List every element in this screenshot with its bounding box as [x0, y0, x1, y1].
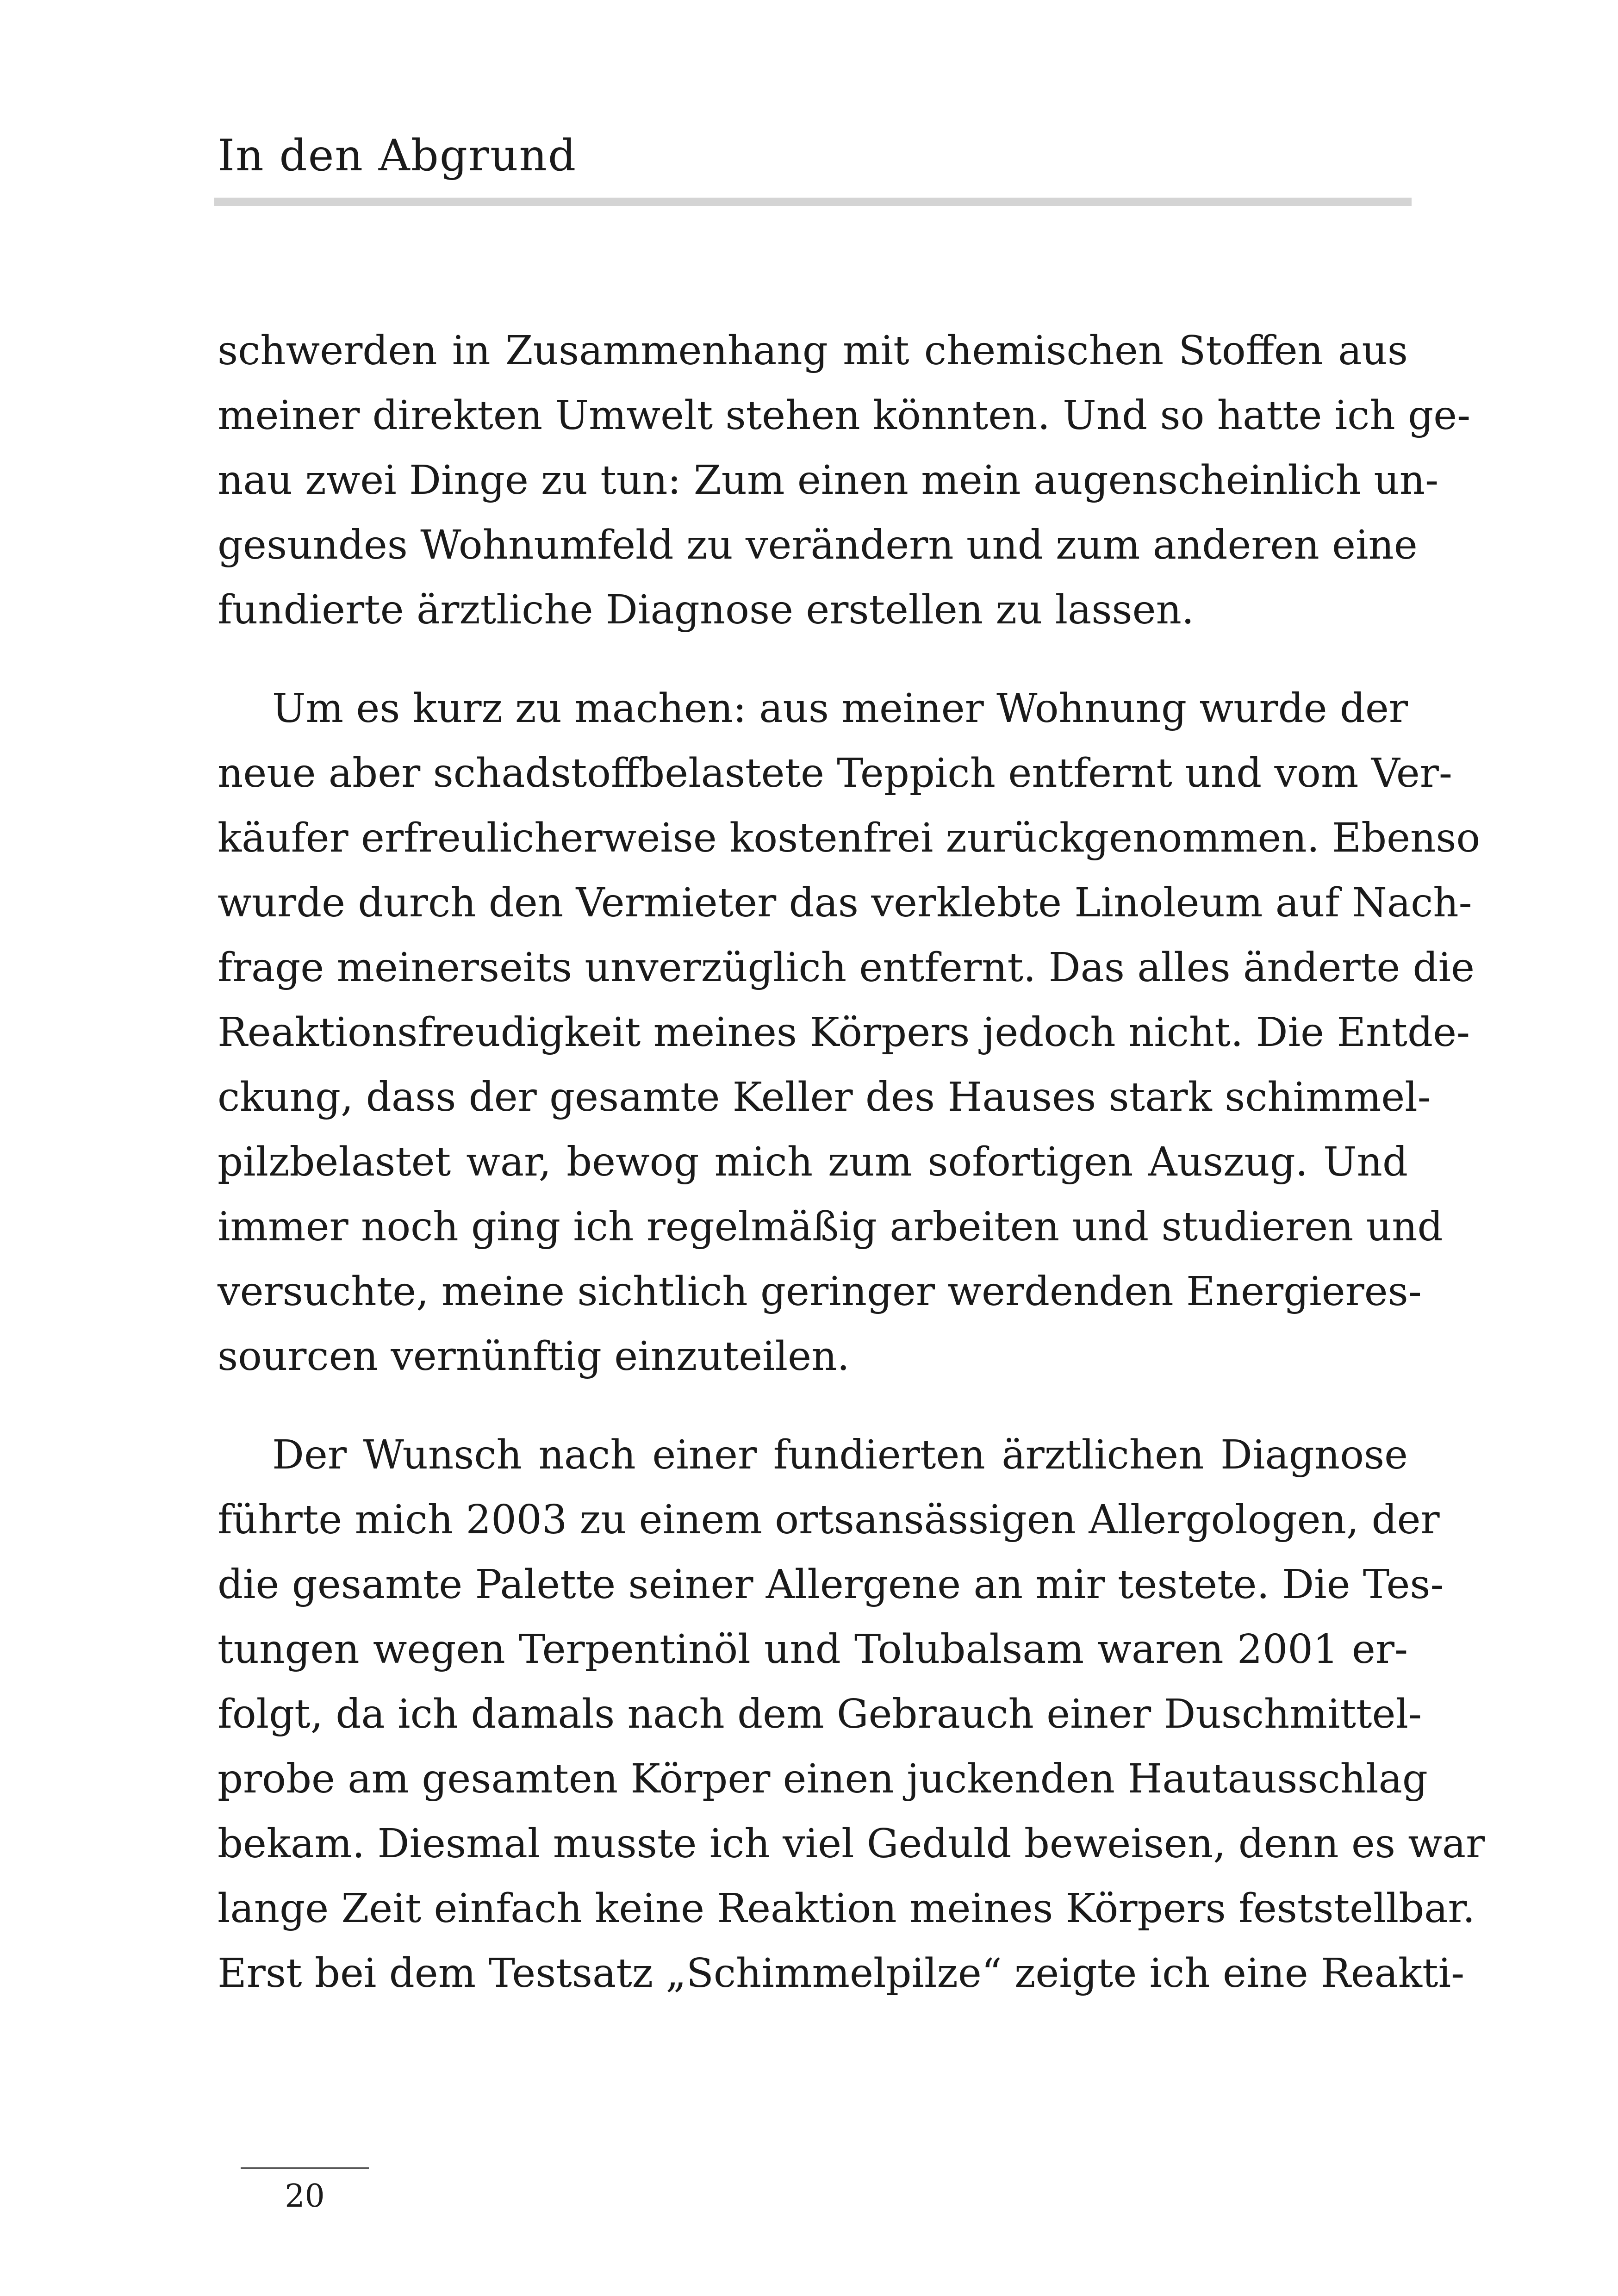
text-line: Erst bei dem Testsatz „Schimmelpilze“ zeigte ich eine Reakti-: [218, 1950, 1465, 1997]
text-line: wurde durch den Vermieter das verklebte Linoleum auf Nach-: [218, 880, 1472, 926]
paragraph-3: [218, 1423, 1485, 2006]
text-line: gesundes Wohnumfeld zu verändern und zum anderen eine: [218, 522, 1418, 568]
text-line: neue aber schadstoffbelastete Teppich entfernt und vom Ver-: [218, 750, 1452, 796]
text-line: probe am gesamten Körper einen juckenden Hautausschlag: [218, 1756, 1428, 1802]
text-line: lange Zeit einfach keine Reaktion meines Körpers feststellbar.: [218, 1885, 1475, 1932]
text-line: pilzbelastet war, bewog mich zum sofortigen Auszug. Und: [218, 1139, 1408, 1185]
text-line: folgt, da ich damals nach dem Gebrauch einer Duschmittel-: [218, 1691, 1422, 1737]
paragraph-1: [218, 318, 1471, 642]
text-line: meiner direkten Umwelt stehen könnten. Und so hatte ich ge-: [218, 392, 1471, 439]
page-number: 20: [285, 2178, 325, 2215]
text-line: tungen wegen Terpentinöl und Tolubalsam waren 2001 er-: [218, 1626, 1408, 1673]
text-line: ckung, dass der gesamte Keller des Hauses stark schimmel-: [218, 1074, 1431, 1120]
text-line: führte mich 2003 zu einem ortsansässigen Allergologen, der: [218, 1497, 1440, 1543]
text-line: Der Wunsch nach einer fundierten ärztlichen Diagnose: [272, 1432, 1408, 1478]
text-line: frage meinerseits unverzüglich entfernt. Das alles änderte die: [218, 945, 1475, 991]
text-line: sourcen vernünftig einzuteilen.: [218, 1333, 850, 1380]
text-line: käufer erfreulicherweise kostenfrei zurückgenommen. Ebenso: [218, 815, 1481, 861]
text-line: nau zwei Dinge zu tun: Zum einen mein augenscheinlich un-: [218, 457, 1439, 504]
text-line: immer noch ging ich regelmäßig arbeiten und studieren und: [218, 1204, 1443, 1250]
text-line: Um es kurz zu machen: aus meiner Wohnung wurde der: [272, 685, 1408, 732]
running-head-title: In den Abgrund: [218, 131, 577, 181]
text-line: schwerden in Zusammenhang mit chemischen Stoffen aus: [218, 328, 1408, 374]
text-line: bekam. Diesmal musste ich viel Geduld beweisen, denn es war: [218, 1821, 1485, 1867]
text-line: fundierte ärztliche Diagnose erstellen zu lassen.: [218, 587, 1195, 633]
header-rule: [214, 198, 1412, 206]
text-line: die gesamte Palette seiner Allergene an mir testete. Die Tes-: [218, 1562, 1444, 1608]
footer-rule: [241, 2167, 369, 2169]
text-line: Reaktionsfreudigkeit meines Körpers jedoch nicht. Die Entde-: [218, 1009, 1470, 1056]
body-text: [218, 318, 1485, 2006]
paragraph-2: [218, 676, 1481, 1389]
text-line: versuchte, meine sichtlich geringer werdenden Energieres-: [218, 1269, 1422, 1315]
